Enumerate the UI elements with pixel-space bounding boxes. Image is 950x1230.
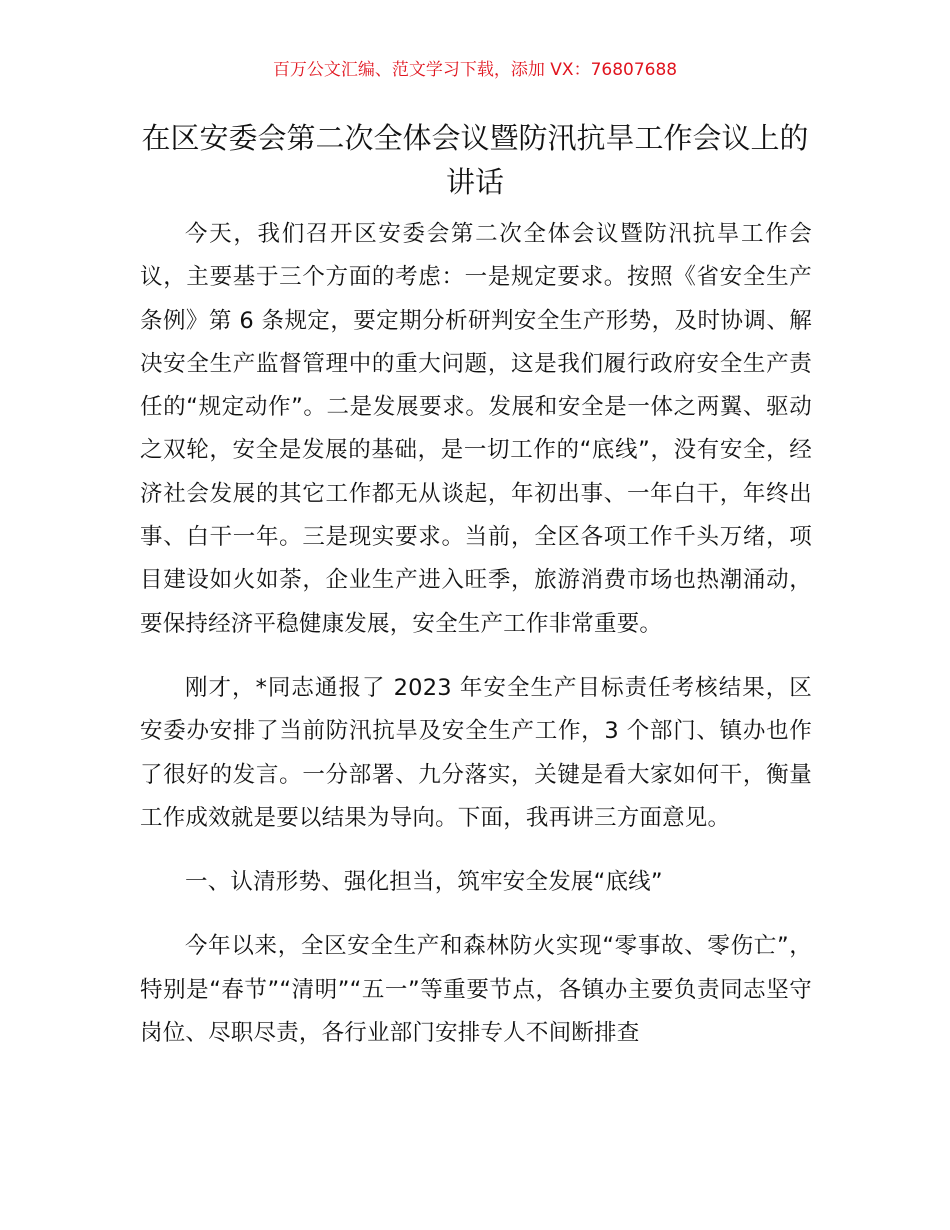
paragraph-report: 刚才，*同志通报了 2023 年安全生产目标责任考核结果，区安委办安排了当前防汛抗旱及安全生产工作，3 个部门、镇办也作了很好的发言。一分部署、九分落实，关键是看大家如何干，衡量工作成效就是要以结果为导向。下面，我再讲三方面意见。 (140, 674, 812, 831)
document-body (140, 213, 812, 1076)
paragraph-section-one: 今年以来，全区安全生产和森林防火实现“零事故、零伤亡”，特别是“春节”“清明”“五一”等重要节点，各镇办主要负责同志坚守岗位、尽职尽责，各行业部门安排专人不间断排查 (140, 933, 812, 1047)
paragraph-intro: 今天，我们召开区安委会第二次全体会议暨防汛抗旱工作会议，主要基于三个方面的考虑：一是规定要求。按照《省安全生产条例》第 6 条规定，要定期分析研判安全生产形势，及时协调、解决安全生产监督管理中的重大问题，这是我们履行政府安全生产责任的“规定动作”。二是发展要求。发展和安全是一体之两翼、驱动之双轮，安全是发展的基础，是一切工作的“底线”，没有安全，经济社会发展的其它工作都无从谈起，年初出事、一年白干，年终出事、白干一年。三是现实要求。当前，全区各项工作千头万绪，项目建设如火如荼，企业生产进入旺季，旅游消费市场也热潮涌动，要保持经济平稳健康发展，安全生产工作非常重要。 (140, 221, 812, 637)
section-heading: 一、认清形势、强化担当，筑牢安全发展“底线” (185, 869, 663, 896)
document-title: 在区安委会第二次全体会议暨防汛抗旱工作会议上的讲话 (141, 121, 809, 199)
watermark-header: 百万公文汇编、范文学习下载，添加 VX：76807688 (272, 60, 678, 80)
